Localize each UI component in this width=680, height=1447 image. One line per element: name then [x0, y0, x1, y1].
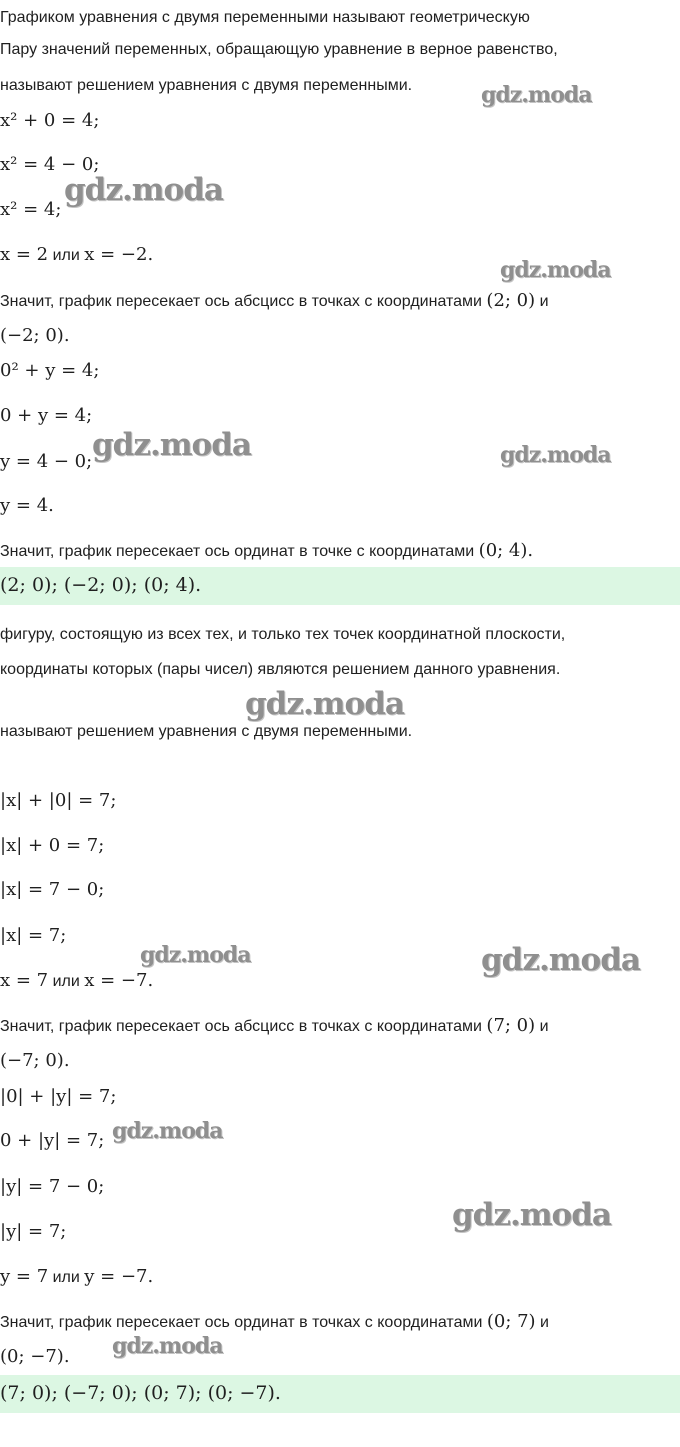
equation: |y| = 7 − 0; [0, 1176, 105, 1197]
equation: x² = 4 − 0; [0, 154, 100, 175]
conclusion-ordinate [0, 1311, 549, 1334]
and-word: и [535, 1018, 549, 1035]
point: (0; 7) [486, 1311, 536, 1332]
watermark: gdz.moda [481, 82, 592, 108]
answer-box [0, 1375, 680, 1413]
answer-text: (2; 0); (−2; 0); (0; 4). [0, 574, 202, 596]
root-2: x = −7. [84, 970, 154, 991]
answer-text: (7; 0); (−7; 0); (0; 7); (0; −7). [0, 1382, 281, 1404]
conclusion-text: Значит, график пересекает ось абсцисс в точках с координатами [0, 1018, 487, 1035]
equation: |x| + |0| = 7; [0, 790, 117, 811]
root-1: x = 2 [0, 244, 49, 265]
conclusion-ordinate [0, 540, 533, 563]
definition-line-3: называют решением уравнения с двумя переменными. [0, 77, 413, 94]
watermark: gdz.moda [140, 942, 251, 968]
equation-roots [0, 244, 153, 267]
watermark: gdz.moda [500, 257, 611, 283]
definition-line-3: называют решением уравнения с двумя переменными. [0, 723, 413, 740]
equation-roots [0, 970, 153, 993]
equation: y = 4. [0, 495, 54, 516]
conclusion-abscissa [0, 290, 549, 313]
point: (0; −7). [0, 1346, 70, 1367]
point: (7; 0) [486, 1015, 536, 1036]
watermark: gdz.moda [112, 1333, 223, 1359]
watermark: gdz.moda [245, 686, 404, 722]
point: (−7; 0). [0, 1050, 70, 1071]
conclusion-text: Значит, график пересекает ось абсцисс в точках с координатами [0, 293, 487, 310]
root-1: y = 7 [0, 1266, 49, 1287]
conclusion-text: Значит, график пересекает ось ординат в точках с координатами [0, 1314, 487, 1331]
watermark: gdz.moda [64, 172, 223, 208]
definition-line-1: фигуру, состоящую из всех тех, и только тех точек координатной плоскости, [0, 626, 566, 643]
root-2: y = −7. [84, 1266, 154, 1287]
answer-box [0, 567, 680, 605]
point: (0; 4). [478, 540, 534, 561]
definition-line-2: координаты которых (пары чисел) являются решением данного уравнения. [0, 661, 561, 678]
point: (2; 0) [486, 290, 536, 311]
equation: 0 + y = 4; [0, 405, 93, 426]
root-1: x = 7 [0, 970, 49, 991]
equation: x² = 4; [0, 199, 62, 220]
equation: |x| = 7 − 0; [0, 879, 105, 900]
conclusion-text: Значит, график пересекает ось ординат в точке с координатами [0, 543, 479, 560]
watermark: gdz.moda [112, 1118, 223, 1144]
equation: |0| + |y| = 7; [0, 1086, 117, 1107]
equation-roots [0, 1266, 153, 1289]
point: (−2; 0). [0, 325, 70, 346]
or-word: или [48, 1269, 85, 1286]
equation: y = 4 − 0; [0, 451, 93, 472]
equation: 0 + |y| = 7; [0, 1130, 105, 1151]
watermark: gdz.moda [452, 1197, 611, 1233]
equation: |x| = 7; [0, 925, 67, 946]
conclusion-abscissa [0, 1015, 549, 1038]
equation: |y| = 7; [0, 1221, 67, 1242]
and-word: и [535, 1314, 549, 1331]
equation: x² + 0 = 4; [0, 110, 100, 131]
equation: |x| + 0 = 7; [0, 835, 105, 856]
definition-line-1: Графиком уравнения с двумя переменными называют геометрическую [0, 9, 530, 26]
root-2: x = −2. [84, 244, 154, 265]
and-word: и [535, 293, 549, 310]
watermark: gdz.moda [481, 942, 640, 978]
or-word: или [48, 247, 85, 264]
definition-line-2: Пару значений переменных, обращающую уравнение в верное равенство, [0, 41, 558, 58]
watermark: gdz.moda [500, 442, 611, 468]
watermark: gdz.moda [92, 427, 251, 463]
equation: 0² + y = 4; [0, 360, 100, 381]
or-word: или [48, 973, 85, 990]
